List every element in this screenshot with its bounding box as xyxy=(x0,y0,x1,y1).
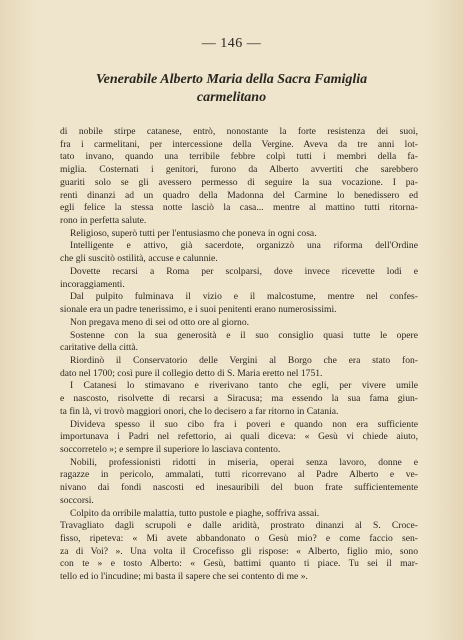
text-line: ta fin là, vi trovò maggiori onori, che lo decisero a far ritorno in Catania. xyxy=(60,405,339,417)
text-line: nivano dai fondi nascosti ed inesauribili del buon frate sufficientemente xyxy=(60,482,418,494)
page-number: — 146 — xyxy=(201,36,262,51)
text-line: egli felice la stessa notte lasciò la casa... mentre al mattino tutti ritorna- xyxy=(60,202,418,214)
text-line: dato nel 1700; così pure il collegio detto di S. Maria eretto nel 1751. xyxy=(60,367,323,379)
text-line: Travagliato dagli scrupoli e dalle aridità, prostrato dinanzi al S. Croce- xyxy=(60,520,418,532)
text-line: Divideva spesso il suo cibo fra i poveri e quando non era sufficiente xyxy=(70,418,418,430)
text-line: Dal pulpito fulminava il vizio e il malcostume, mentre nel confes- xyxy=(70,291,418,303)
text-line: con te » e tosto Alberto: « Gesù, battimi quanto ti piace. Tu sei il mar- xyxy=(60,558,418,570)
text-line: che gli suscitò ostilità, accuse e calunnie. xyxy=(60,253,218,265)
text-line: fra i carmelitani, per intercessione della Vergine. Aveva da tre anni lot- xyxy=(60,138,418,150)
text-line: Non pregava meno di sei od otto ore al giorno. xyxy=(70,316,250,328)
text-line: ragazze in pericolo, ammalati, tutti ricorrevano al Padre Alberto e ve- xyxy=(60,469,418,481)
text-line: miglia. Costernati i genitori, furono da Alberto avvertiti che sarebbero xyxy=(60,164,418,176)
text-line: Dovette recarsi a Roma per scolparsi, dove invece ricevette lodi e xyxy=(70,265,418,277)
text-line: di nobile stirpe catanese, entrò, nonostante la forte resistenza dei suoi, xyxy=(60,126,418,137)
text-line: sionale era un padre tenerissimo, e i suoi penitenti erano numerosissimi. xyxy=(60,304,337,316)
text-line: soccorsi. xyxy=(60,494,94,506)
text-line: importunava i Padri nel refettorio, ai quali diceva: « Gesù vi chiede aiuto, xyxy=(60,431,418,443)
text-line: za di Voi? ». Una volta il Crocefisso gli rispose: « Alberto, figlio mio, sono xyxy=(60,545,418,557)
text-line: Intelligente e attivo, già sacerdote, organizzò una riforma dell'Ordine xyxy=(70,240,418,252)
text-line: Religioso, superò tutti per l'entusiasmo che poneva in ogni cosa. xyxy=(70,227,317,239)
text-line: Riordinò il Conservatorio delle Vergini al Borgo che era stato fon- xyxy=(70,354,418,366)
text-line: caritative della città. xyxy=(60,342,139,354)
text-line: soccorretelo »; e sempre il superiore lo lasciava contento. xyxy=(60,443,281,455)
chapter-subtitle: carmelitano xyxy=(196,90,267,105)
text-line: e nascosto, risolvette di recarsi a Siracusa; ma essendo la sua fama giun- xyxy=(60,393,418,405)
text-line: Colpito da orribile malattia, tutto pustole e piaghe, soffriva assai. xyxy=(70,507,320,519)
chapter-title: Venerabile Alberto Maria della Sacra Famiglia xyxy=(95,72,368,87)
text-line: renti dinanzi ad un quadro della Madonna del Carmine lo benedissero ed xyxy=(60,189,418,201)
text-line: guariti solo se gli avessero permesso di seguire la sua vocazione. I pa- xyxy=(60,176,418,188)
text-line: rono in perfetta salute. xyxy=(60,215,147,227)
text-line: fisso, ripeteva: « Mi avete abbandonato o Gesù mio? e come faccio sen- xyxy=(60,533,418,544)
text-line: incoraggiamenti. xyxy=(60,278,125,290)
text-line: Sostenne con la sua generosità e il suo consiglio quasi tutte le opere xyxy=(70,329,418,341)
text-line: tello ed io l'incudine; mi basta il sapere che sei contento di me ». xyxy=(60,571,308,583)
text-line: tato invano, quando una terribile febbre colpì tutti i membri della fa- xyxy=(60,151,418,163)
text-line: Nobili, professionisti ridotti in miseria, operai senza lavoro, donne e xyxy=(70,456,418,468)
body-text xyxy=(60,126,418,584)
text-line: I Catanesi lo stimavano e riverivano tanto che egli, per vivere umile xyxy=(70,380,418,392)
